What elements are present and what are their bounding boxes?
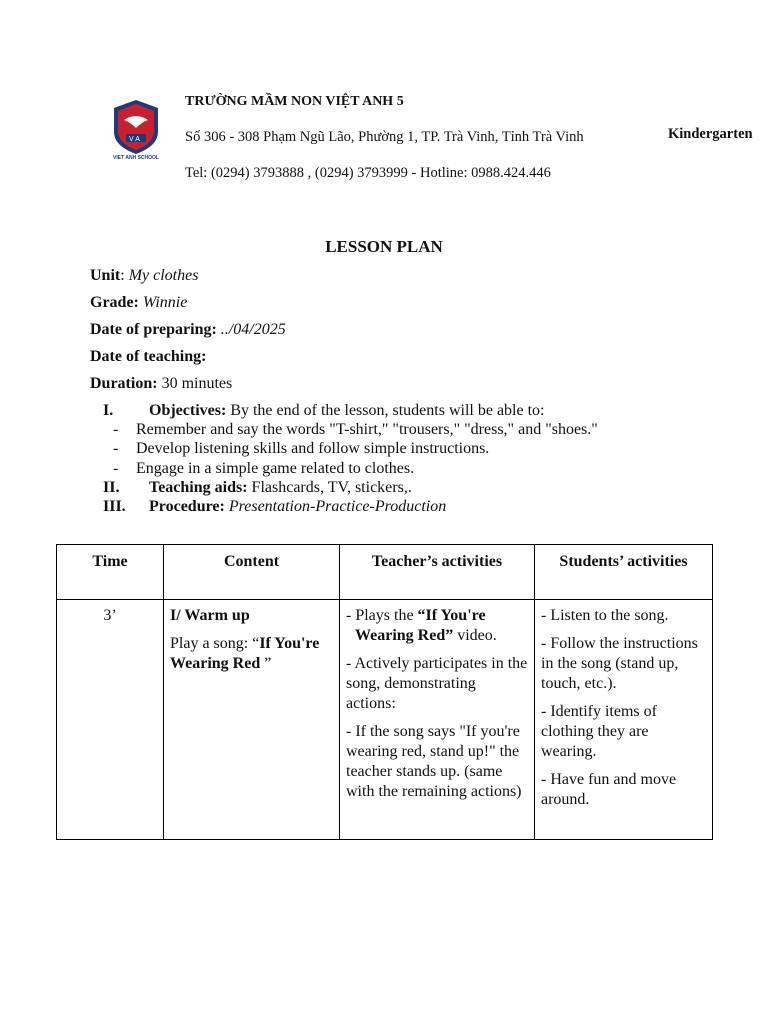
objective-item: - Develop listening skills and follow simple instructions. [113, 440, 490, 457]
procedure-table [56, 544, 713, 840]
date-teaching-field: Date of teaching: [90, 348, 207, 365]
teaching-aids-section: II. Teaching aids: Flashcards, TV, stickers,. [103, 479, 412, 496]
cell-teacher: - Plays the “If You're Wearing Red” video. - Actively participates in the song, demonstrating actions: - If the song says "If you're wearing red, stand up!" the teacher stands up. (same with the remaining actions) [340, 600, 535, 840]
header-time: Time [57, 545, 164, 600]
grade-field: Grade: Winnie [90, 294, 188, 311]
school-phone: Tel: (0294) 3793888 , (0294) 3793999 - Hotline: 0988.424.446 [185, 165, 551, 181]
unit-field: Unit: My clothes [90, 267, 199, 284]
objectives-section: I. Objectives: By the end of the lesson, students will be able to: [103, 402, 545, 419]
school-name: TRƯỜNG MẦM NON VIỆT ANH 5 [185, 94, 404, 109]
school-level: Kindergarten [668, 126, 753, 142]
logo-text: VIET ANH SCHOOL [113, 155, 159, 161]
procedure-section: III. Procedure: Presentation-Practice-Production [103, 498, 447, 515]
header-teacher: Teacher’s activities [340, 545, 535, 600]
cell-time: 3’ [57, 600, 164, 840]
page-title: LESSON PLAN [325, 237, 443, 256]
date-preparing-field: Date of preparing: ../04/2025 [90, 321, 286, 338]
cell-students: - Listen to the song. - Follow the instructions in the song (stand up, touch, etc.). - Identify items of clothing they are wearing. - Have fun and move around. [535, 600, 713, 840]
objective-item: - Remember and say the words "T-shirt," "trousers," "dress," and "shoes." [113, 421, 598, 438]
objective-item: - Engage in a simple game related to clothes. [113, 460, 415, 477]
table-row [57, 600, 713, 840]
school-logo [108, 98, 164, 162]
svg-text:V A: V A [129, 136, 140, 143]
school-address: Số 306 - 308 Phạm Ngũ Lão, Phường 1, TP. Trà Vinh, Tỉnh Trà Vinh [185, 129, 584, 145]
table-header-row [57, 545, 713, 600]
duration-field: Duration: 30 minutes [90, 375, 233, 392]
header-students: Students’ activities [535, 545, 713, 600]
header-content: Content [164, 545, 340, 600]
cell-content: I/ Warm up Play a song: “If You're Wearing Red ” [164, 600, 340, 840]
